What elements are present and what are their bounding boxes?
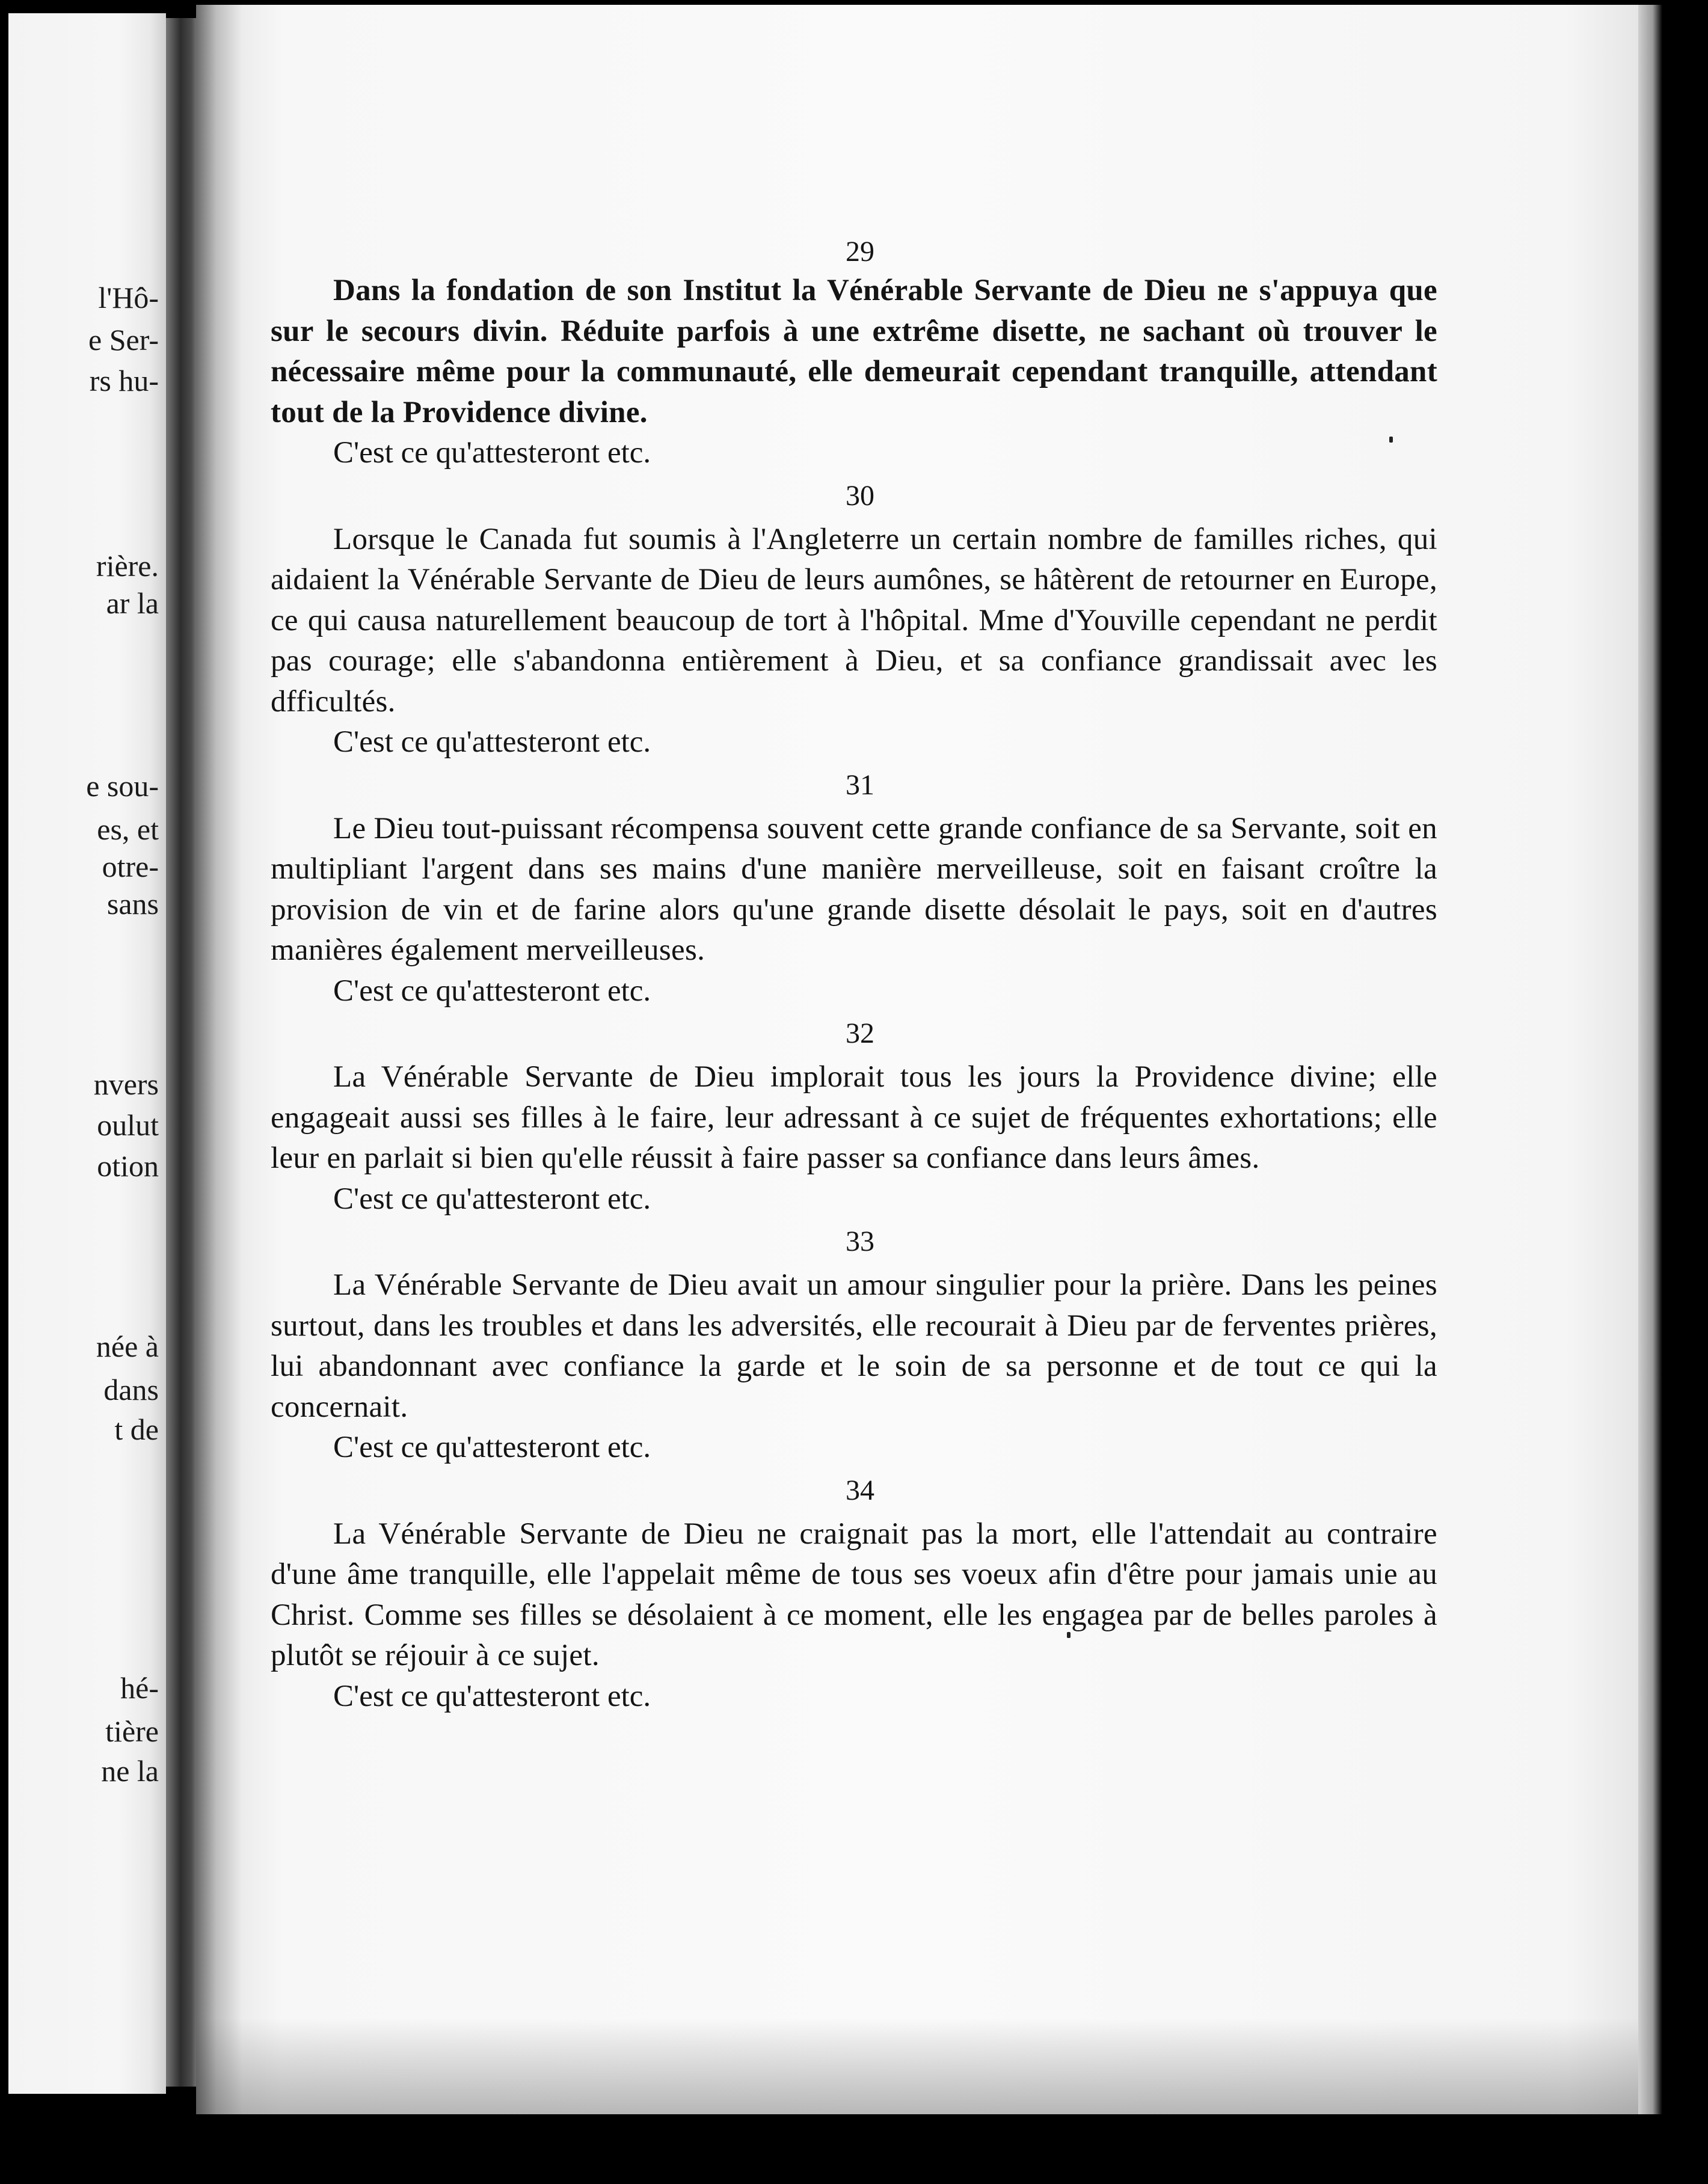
left-page-fragment: e Ser- — [88, 323, 159, 357]
left-page-fragment: tière — [105, 1714, 159, 1748]
left-page-fragment: otre- — [102, 850, 159, 883]
left-page-fragment: rs hu- — [89, 364, 159, 397]
page-right-edge — [1638, 5, 1662, 2114]
section-number-33: 33 — [846, 1225, 874, 1257]
page-shadow — [196, 2018, 1638, 2114]
closing-34: C'est ce qu'attesteront etc. — [333, 1679, 651, 1713]
section-number-34: 34 — [846, 1474, 874, 1506]
section-number-30: 30 — [846, 479, 874, 512]
paragraph-33: La Vénérable Servante de Dieu avait un amour singulier pour la prière. Dans les peines surtout, dans les troubles et dans les adversités, elle recourait à Dieu par de ferventes prières, lui abandonnant avec confiance la garde et le soin de sa personne et de tout ce qui la concernait. — [271, 1268, 1437, 1424]
left-page-fragment: es, et — [97, 812, 159, 846]
left-page-fragment: ne la — [101, 1754, 159, 1788]
closing-31: C'est ce qu'attesteront etc. — [333, 974, 651, 1008]
left-page-fragment: nvers — [93, 1067, 159, 1101]
paragraph-30: Lorsque le Canada fut soumis à l'Angleterre un certain nombre de familles riches, qui aidaient la Vénérable Servante de Dieu de leurs aumônes, se hâtèrent de retourner en Europe, ce qui causa naturellement beaucoup de tort à l'hôpital. Mme d'Youville cependant ne perdit pas courage; elle s'abandonna entièrement à Dieu, et sa confiance grandissait avec les dfficultés. — [271, 522, 1437, 719]
paragraph-29: Dans la fondation de son Institut la Vénérable Servante de Dieu ne s'appuya que sur le secours divin. Réduite parfois à une extrême disette, ne sachant où trouver le nécessaire même pour la communauté, elle demeurait cependant tranquille, attendant tout de la Providence divine. — [271, 274, 1437, 429]
scan-speck — [1389, 437, 1393, 443]
left-page-fragment: otion — [97, 1149, 159, 1183]
left-page-fragment: t de — [114, 1413, 159, 1446]
scan-speck — [1067, 1632, 1071, 1638]
left-page-fragment: sans — [106, 887, 159, 921]
section-number-31: 31 — [846, 768, 874, 801]
section-number-32: 32 — [846, 1017, 874, 1049]
left-page-fragment: e sou- — [86, 769, 159, 803]
left-page-fragment: hé- — [120, 1671, 159, 1705]
left-page-fragment: rière. — [96, 549, 159, 583]
text-column — [271, 233, 1437, 1717]
left-page-fragment: ar la — [106, 586, 159, 620]
left-page-fragment: née à — [96, 1330, 159, 1363]
closing-29: C'est ce qu'attesteront etc. — [333, 436, 651, 470]
left-facing-page — [8, 13, 166, 2094]
paragraph-32: La Vénérable Servante de Dieu implorait tous les jours la Providence divine; elle engageait aussi ses filles à le faire, leur adressant à ce sujet de fréquentes exhortations; elle leur en parlait si bien qu'elle réussit à faire passer sa confiance dans leurs âmes. — [271, 1060, 1437, 1175]
left-page-fragment: l'Hô- — [98, 281, 159, 314]
left-page-fragment: dans — [103, 1373, 159, 1406]
left-page-fragment: oulut — [97, 1108, 159, 1142]
main-page — [196, 5, 1638, 2114]
closing-32: C'est ce qu'attesteront etc. — [333, 1182, 651, 1216]
paragraph-34: La Vénérable Servante de Dieu ne craignait pas la mort, elle l'attendait au contraire d'une âme tranquille, elle l'appelait même de tous ses voeux afin d'être pour jamais unie au Christ. Comme ses filles se désolaient à ce moment, elle les engagea par de belles paroles à plutôt se réjouir à ce sujet. — [271, 1517, 1437, 1672]
paragraph-31: Le Dieu tout-puissant récompensa souvent cette grande confiance de sa Servante, soit en multipliant l'argent dans ses mains d'une manière merveilleuse, soit en faisant croître la provision de vin et de farine alors qu'une grande disette désolait le pays, soit en d'autres manières également merveilleuses. — [271, 811, 1437, 967]
page-number: 29 — [846, 236, 874, 268]
closing-33: C'est ce qu'attesteront etc. — [333, 1431, 651, 1464]
closing-30: C'est ce qu'attesteront etc. — [333, 725, 651, 759]
